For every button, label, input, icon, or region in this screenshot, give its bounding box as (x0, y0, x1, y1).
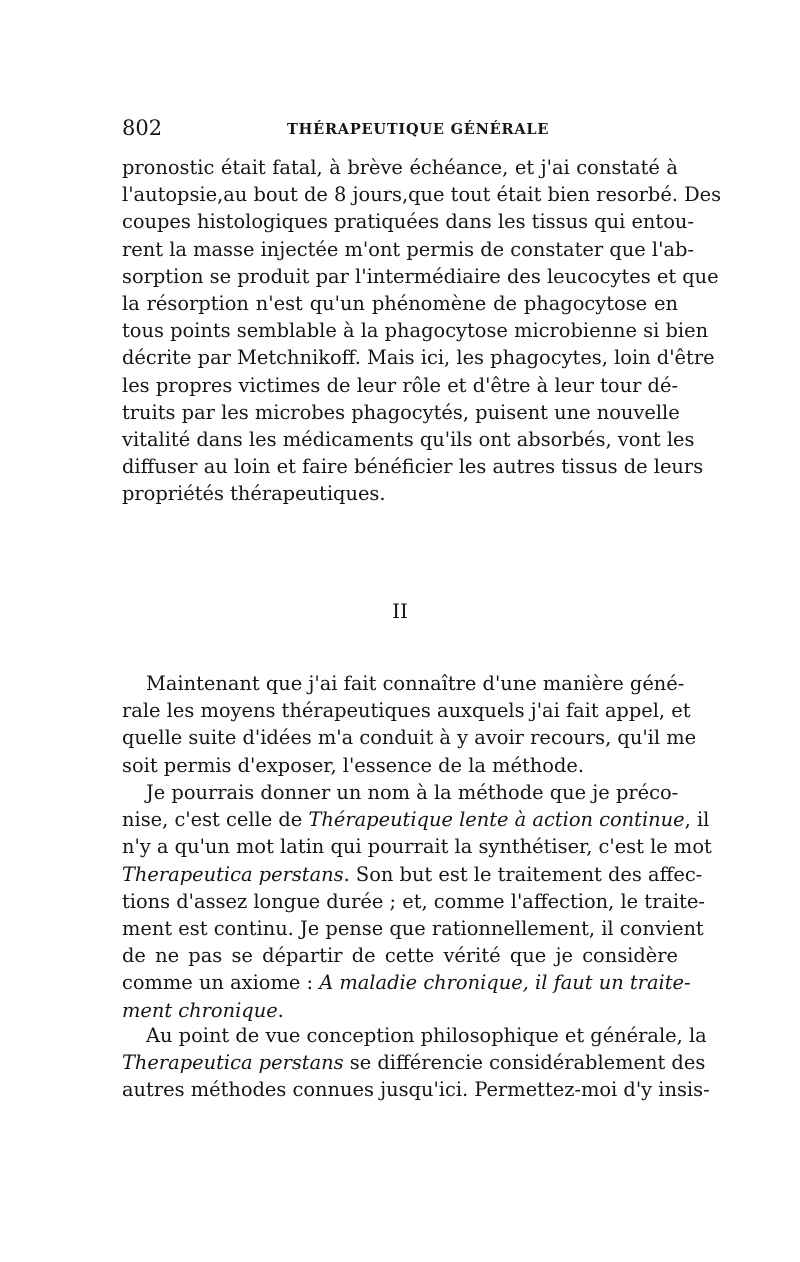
text-line (122, 997, 678, 1024)
text-line: soit permis d'exposer, l'essence de la méthode. (122, 753, 584, 777)
text-line: ment est continu. Je pense que rationnellement, il convient (122, 916, 704, 940)
text-line: rale les moyens thérapeutiques auxquels j'ai fait appel, et (122, 699, 691, 723)
italic-term: Therapeutica perstans (122, 1051, 344, 1075)
text-line: diffuser au loin et faire bénéficier les autres tissus de leurs (122, 455, 704, 479)
italic-term: Thérapeutique lente à action continue (308, 808, 685, 832)
text-line: Au point de vue conception philosophique et générale, la (146, 1024, 707, 1047)
text-line: Maintenant que j'ai fait connaître d'une manière géné- (146, 672, 685, 695)
text-line: pronostic était fatal, à brève échéance, et j'ai constaté à (122, 156, 678, 179)
text-line: quelle suite d'idées m'a conduit à y avoir recours, qu'il me (122, 726, 697, 750)
text-run: . Son but est le traitement des affec- (343, 862, 703, 886)
paragraph-1 (122, 154, 722, 507)
text-line: Je pourrais donner un nom à la méthode que je préco- (146, 781, 679, 804)
page-header (122, 114, 678, 142)
text-line: tions d'assez longue durée ; et, comme l'affection, le traite- (122, 889, 705, 913)
text-line: sorption se produit par l'intermédiaire des leucocytes et que (122, 264, 719, 288)
text-line: de ne pas se départir de cette vérité que je considère (122, 944, 678, 968)
text-run: nise, c'est celle de (122, 808, 309, 832)
text-line: vitalité dans les médicaments qu'ils ont absorbés, vont les (122, 427, 695, 451)
text-run: se différencie considérablement des (343, 1051, 706, 1075)
italic-term: A maladie chronique, il faut un traite- (319, 971, 691, 995)
text-line: coupes histologiques pratiquées dans les tissus qui entou- (122, 210, 694, 234)
text-line: rent la masse injectée m'ont permis de constater que l'ab- (122, 237, 694, 261)
text-run: , il (684, 808, 710, 832)
text-line: décrite par Metchnikoff. Mais ici, les phagocytes, loin d'être (122, 346, 715, 370)
text-line (122, 861, 703, 888)
text-line: autres méthodes connues jusqu'ici. Permettez-moi d'y insis- (122, 1078, 710, 1102)
italic-term: Therapeutica perstans (122, 862, 344, 886)
text-line: les propres victimes de leur rôle et d'être à leur tour dé- (122, 373, 678, 397)
text-line: truits par les microbes phagocytés, puisent une nouvelle (122, 400, 680, 424)
text-run: comme un axiome : (122, 971, 320, 995)
text-line: n'y a qu'un mot latin qui pourrait la synthétiser, c'est le mot (122, 835, 712, 859)
text-line: tous points semblable à la phagocytose microbienne si bien (122, 319, 709, 343)
paragraph-3 (122, 779, 712, 1024)
page-number: 802 (122, 116, 163, 140)
running-title: THÉRAPEUTIQUE GÉNÉRALE (287, 121, 550, 138)
section-number: II (392, 599, 408, 623)
text-line: l'autopsie,au bout de 8 jours,que tout était bien resorbé. Des (122, 183, 722, 207)
italic-term: ment chronique (122, 998, 278, 1022)
text-run: . (277, 998, 284, 1022)
paragraph-4 (122, 1022, 710, 1104)
paragraph-2 (122, 670, 697, 779)
text-line (122, 806, 710, 833)
text-line (122, 1049, 706, 1076)
text-line (122, 969, 691, 996)
text-line: propriétés thérapeutiques. (122, 482, 386, 506)
text-line: la résorption n'est qu'un phénomène de phagocytose en (122, 291, 678, 315)
